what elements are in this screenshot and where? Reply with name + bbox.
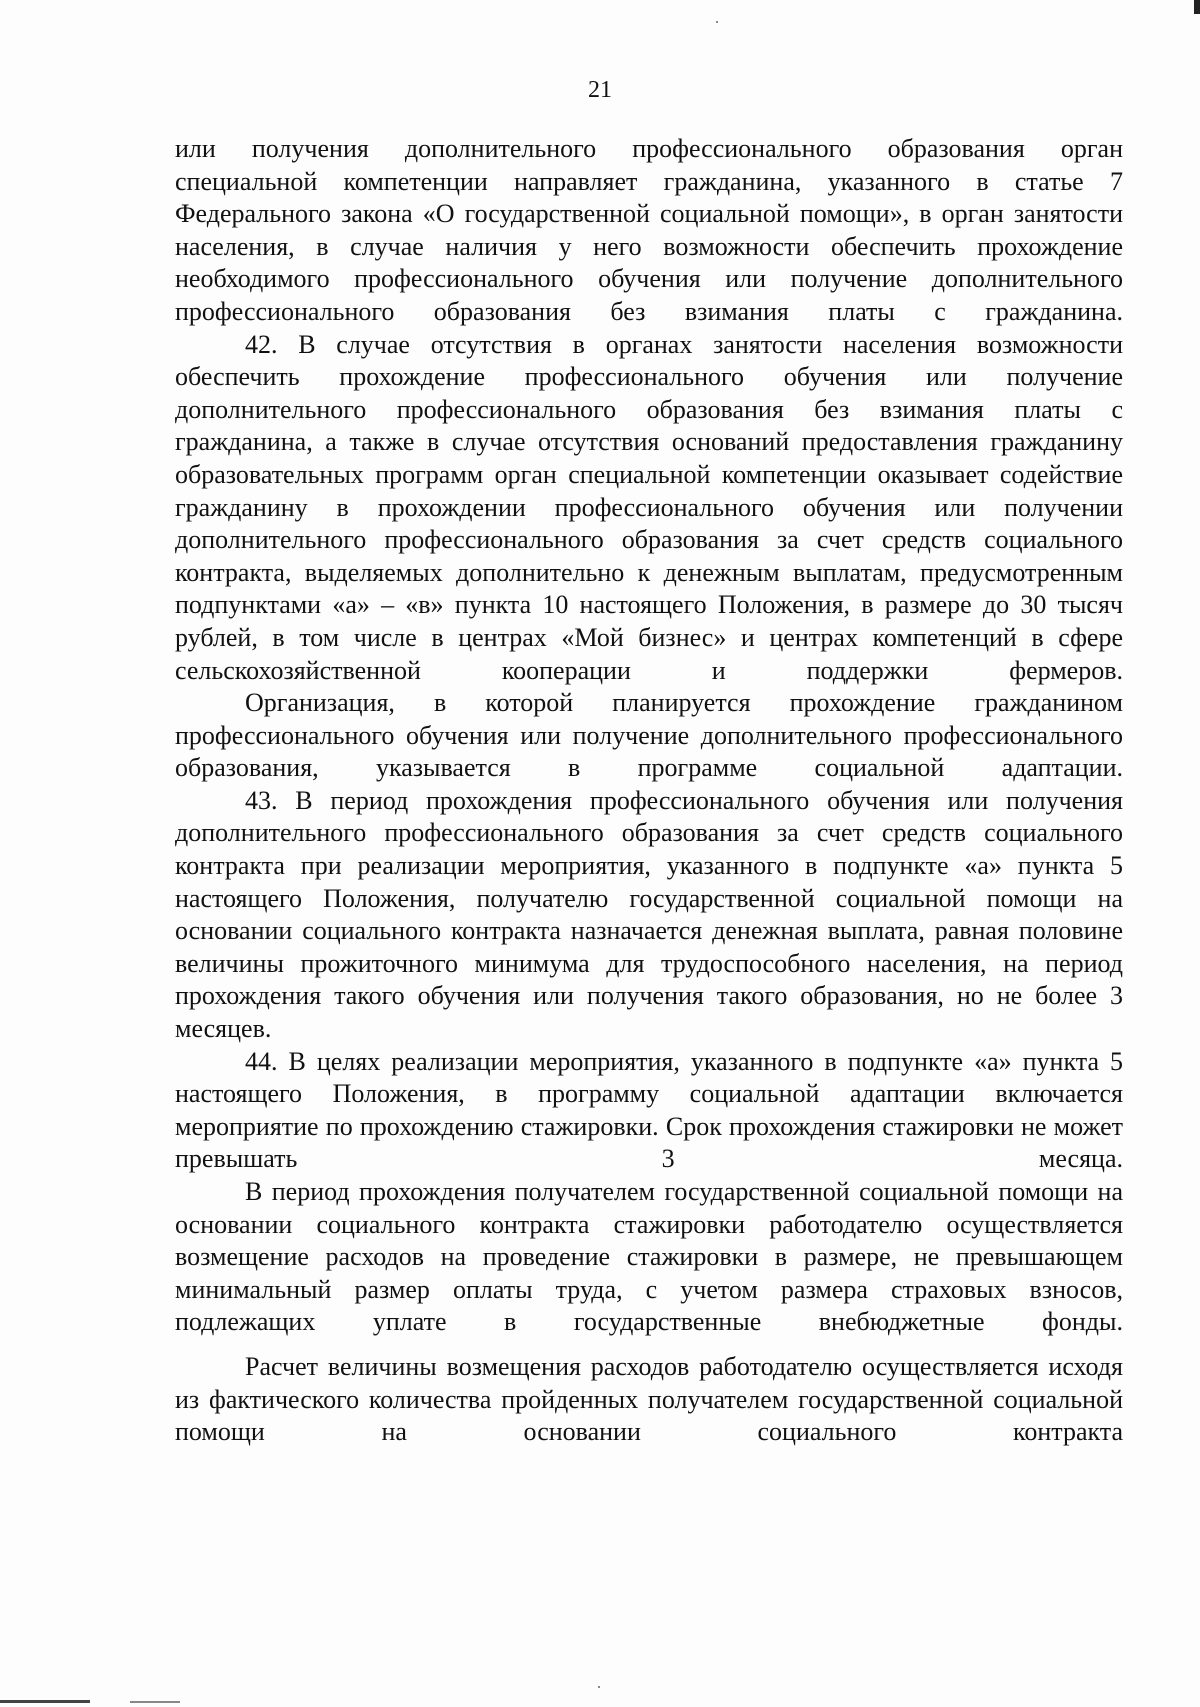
- scan-artifact: [0, 1700, 90, 1703]
- document-body: [175, 133, 1123, 1449]
- paragraph-organization: Организация, в которой планируется прохождение гражданином профессионального обучения или получение дополнительного профессионального образования, указывается в программе социальной адаптации.: [175, 688, 1123, 783]
- paragraph-continuation: или получения дополнительного профессионального образования орган специальной компетенции направляет гражданина, указанного в статье 7 Федерального закона «О государственной социальной помощи», в орган занятости населения, в случае наличия у него возможности обеспечить прохождение необходимого профессионального обучения или получение дополнительного профессионального образования без взимания платы с гражданина.: [175, 134, 1123, 326]
- scan-artifact: [716, 21, 718, 23]
- scan-artifact: [598, 1686, 600, 1688]
- page-number: 21: [588, 77, 612, 103]
- paragraph-compensation-calculation: Расчет величины возмещения расходов работодателю осуществляется исходя из фактического количества пройденных получателем государственной социальной помощи на основании социального контракта: [175, 1351, 1123, 1447]
- paragraph-internship-compensation: В период прохождения получателем государственной социальной помощи на основании социального контракта стажировки работодателю осуществляется возмещение расходов на проведение стажировки в размере, не превышающем минимальный размер оплаты труда, с учетом размера страховых взносов, подлежащих уплате в государственные внебюджетные фонды.: [175, 1177, 1123, 1337]
- paragraph-item-42: 42. В случае отсутствия в органах занятости населения возможности обеспечить прохождение профессионального обучения или получение дополнительного профессионального образования без взимания платы с гражданина, а также в случае отсутствия оснований предоставления гражданину образовательных программ орган специальной компетенции оказывает содействие гражданину в прохождении профессионального обучения или получении дополнительного профессионального образования за счет средств социального контракта, выделяемых дополнительно к денежным выплатам, предусмотренным подпунктами «а» – «в» пункта 10 настоящего Положения, в размере до 30 тысяч рублей, в том числе в центрах «Мой бизнес» и центрах компетенций в сфере сельскохозяйственной кооперации и поддержки фермеров.: [175, 329, 1123, 685]
- scan-artifact: [130, 1701, 180, 1703]
- paragraph-item-43: 43. В период прохождения профессионального обучения или получения дополнительного профессионального образования за счет средств социального контракта при реализации мероприятия, указанного в подпункте «а» пункта 5 настоящего Положения, получателю государственной социальной помощи на основании социального контракта назначается денежная выплата, равная половине величины прожиточного минимума для трудоспособного населения, на период прохождения такого обучения или получения такого образования, но не более 3 месяцев.: [175, 785, 1123, 1044]
- scan-artifact: [1194, 0, 1200, 14]
- paragraph-item-44: 44. В целях реализации мероприятия, указанного в подпункте «а» пункта 5 настоящего Положения, в программу социальной адаптации включается мероприятие по прохождению стажировки. Срок прохождения стажировки не может превышать 3 месяца.: [175, 1046, 1123, 1174]
